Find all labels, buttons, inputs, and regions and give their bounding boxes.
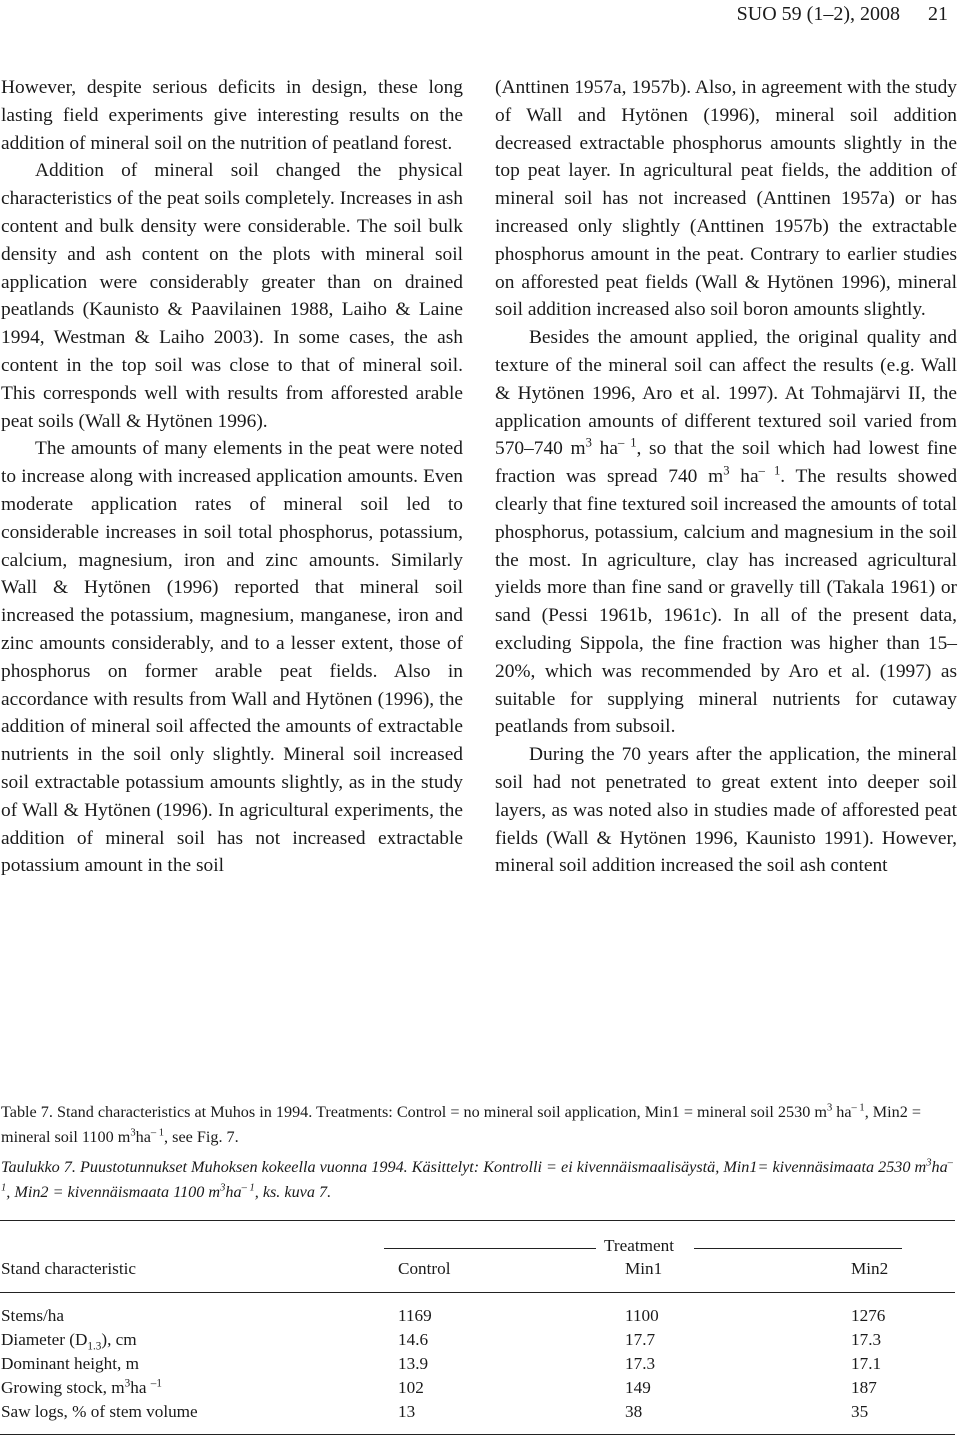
cell-control: 14.6 <box>398 1330 429 1349</box>
paragraph: Besides the amount applied, the original quality and texture of the mineral soil can affect the results (e.g. Wall & Hytönen 1996, Aro et al. 1997). At Tohmajärvi II, the application amounts of different textured soil varied from 570–740 $m^3$ $ha^{- 1}$, so that the soil which had lowest fine fraction was spread 740 $m^3$ $ha^{- 1}$. The results showed clearly that fine textured soil increased the amounts of total phosphorus, potassium, calcium and magnesium in the soil the most. In agriculture, clay has increased agricultural yields more than fine sand or gravelly till (Takala 1961) or sand (Pessi 1961b, 1961c). In all of the present data, excluding Sippola, the fine fraction was higher than 15–20%, which was recommended by Aro et al. (1997) as suitable for supplying mineral nutrients for cutaway peatlands from subsoil. <box>495 327 958 738</box>
paragraph: Addition of mineral soil changed the physical characteristics of the peat soils completely. Increases in ash content and bulk density were considerable. The soil bulk density and ash content on the plots with mineral soil application were considerably greater than on drained peatlands (Kaunisto & Paavilainen 1988, Laiho & Laine 1994, Westman & Laiho 2003). In some cases, the ash content in the top soil was close to that of mineral soil. This corresponds well with results from afforested arable peat soils (Wall & Hytönen 1996). <box>1 160 463 432</box>
row-label: Stems/ha <box>1 1306 65 1325</box>
column-header-min2: Min2 <box>851 1259 889 1278</box>
cell-min2: 35 <box>851 1402 869 1421</box>
row-label: Saw logs, % of stem volume <box>1 1402 198 1421</box>
cell-min1: 1100 <box>625 1306 659 1325</box>
table-bottom-rule <box>0 1434 955 1435</box>
left-column <box>1 74 463 880</box>
paragraph: The amounts of many elements in the peat were noted to increase along with increased application amounts. Even moderate application rates of mineral soil led to considerable increases in soil total phosphorus, potassium, calcium, magnesium, iron and zinc amounts. Similarly Wall & Hytönen (1996) reported that mineral soil increased the potassium, magnesium, manganese, iron and zinc amounts considerably, and to a lesser extent, those of phosphorus on former arable peat fields. Also in accordance with results from Wall and Hytönen (1996), the addition of mineral soil affected the amounts of extractable nutrients in the soil only slightly. Mineral soil increased soil extractable potassium amounts slightly, as in the study of Wall & Hytönen (1996). In agricultural experiments, the addition of mineral soil has not increased extractable potassium amount in the soil <box>1 438 463 877</box>
page-number: 21 <box>928 2 948 25</box>
treatment-group-header: Treatment <box>604 1236 675 1255</box>
page-header <box>737 0 948 28</box>
row-label: Diameter $(D_{1.3})$, cm <box>1 1330 137 1353</box>
cell-control: 1169 <box>398 1306 432 1325</box>
cell-min1: 17.3 <box>625 1354 656 1373</box>
column-header-characteristic: Stand characteristic <box>1 1259 137 1278</box>
cell-min1: 17.7 <box>625 1330 656 1349</box>
cell-control: 13 <box>398 1402 416 1421</box>
column-header-min1: Min1 <box>625 1259 663 1278</box>
table-top-rule <box>0 1220 955 1221</box>
table-caption-english: Table 7. Stand characteristics at Muhos in 1994. Treatments: Control = no mineral soil application, Min1 = mineral soil 2530 $m^3$ $ha^{- 1}$, Min2 = mineral soil 1100 $m^3ha^{- 1}$, see Fig. 7. <box>1 1102 922 1146</box>
table-header <box>0 1236 955 1278</box>
paragraph: However, despite serious deficits in design, these long lasting field experiments give interesting results on the addition of mineral soil on the nutrition of peatland forest. <box>1 77 463 154</box>
cell-min2: 17.1 <box>851 1354 882 1373</box>
journal-issue: SUO 59 (1–2), 2008 <box>736 2 900 25</box>
treatment-rule-right <box>694 1248 902 1249</box>
cell-min2: 187 <box>851 1378 877 1397</box>
table-caption-finnish: Taulukko 7. Puustotunnukset Muhoksen kokeella vuonna 1994. Käsittelyt: Kontrolli = ei kivennäismaalisäystä, Min1= kivennäsimaata 2530 $m^3ha^{- 1}$, Min2 = kivennäismaata 1100 $m^3ha^{- 1}$, ks. kuva 7. <box>1 1157 953 1201</box>
cell-min2: 17.3 <box>851 1330 882 1349</box>
treatment-rule-left <box>384 1248 596 1249</box>
column-header-control: Control <box>398 1259 451 1278</box>
cell-control: 13.9 <box>398 1354 429 1373</box>
row-label: Growing stock, $m^3ha$ $^{-1}$ <box>1 1377 162 1397</box>
cell-min1: 38 <box>625 1402 643 1421</box>
paragraph: (Anttinen 1957a, 1957b). Also, in agreement with the study of Wall and Hytönen (1996), mineral soil addition decreased extractable phosphorus amounts slightly in the top peat layer. In agricultural peat fields, the addition of mineral soil has not increased (Anttinen 1957a) or has increased only slightly (Anttinen 1957b) the extractable phosphorus amount in the peat. Contrary to earlier studies on afforested peat fields (Wall & Hytönen 1996), mineral soil addition increased also soil boron amounts slightly. <box>495 77 957 321</box>
cell-control: 102 <box>398 1378 424 1397</box>
cell-min2: 1276 <box>851 1306 886 1325</box>
paragraph: During the 70 years after the application, the mineral soil had not penetrated to great extent into deeper soil layers, as was noted also in studies made of afforested peat fields (Wall & Hytönen 1996, Kaunisto 1991). However, mineral soil addition increased the soil ash content <box>495 744 957 877</box>
table-header-rule <box>0 1292 955 1293</box>
right-column <box>495 74 957 880</box>
row-label: Dominant height, m <box>1 1354 139 1373</box>
cell-min1: 149 <box>625 1378 651 1397</box>
